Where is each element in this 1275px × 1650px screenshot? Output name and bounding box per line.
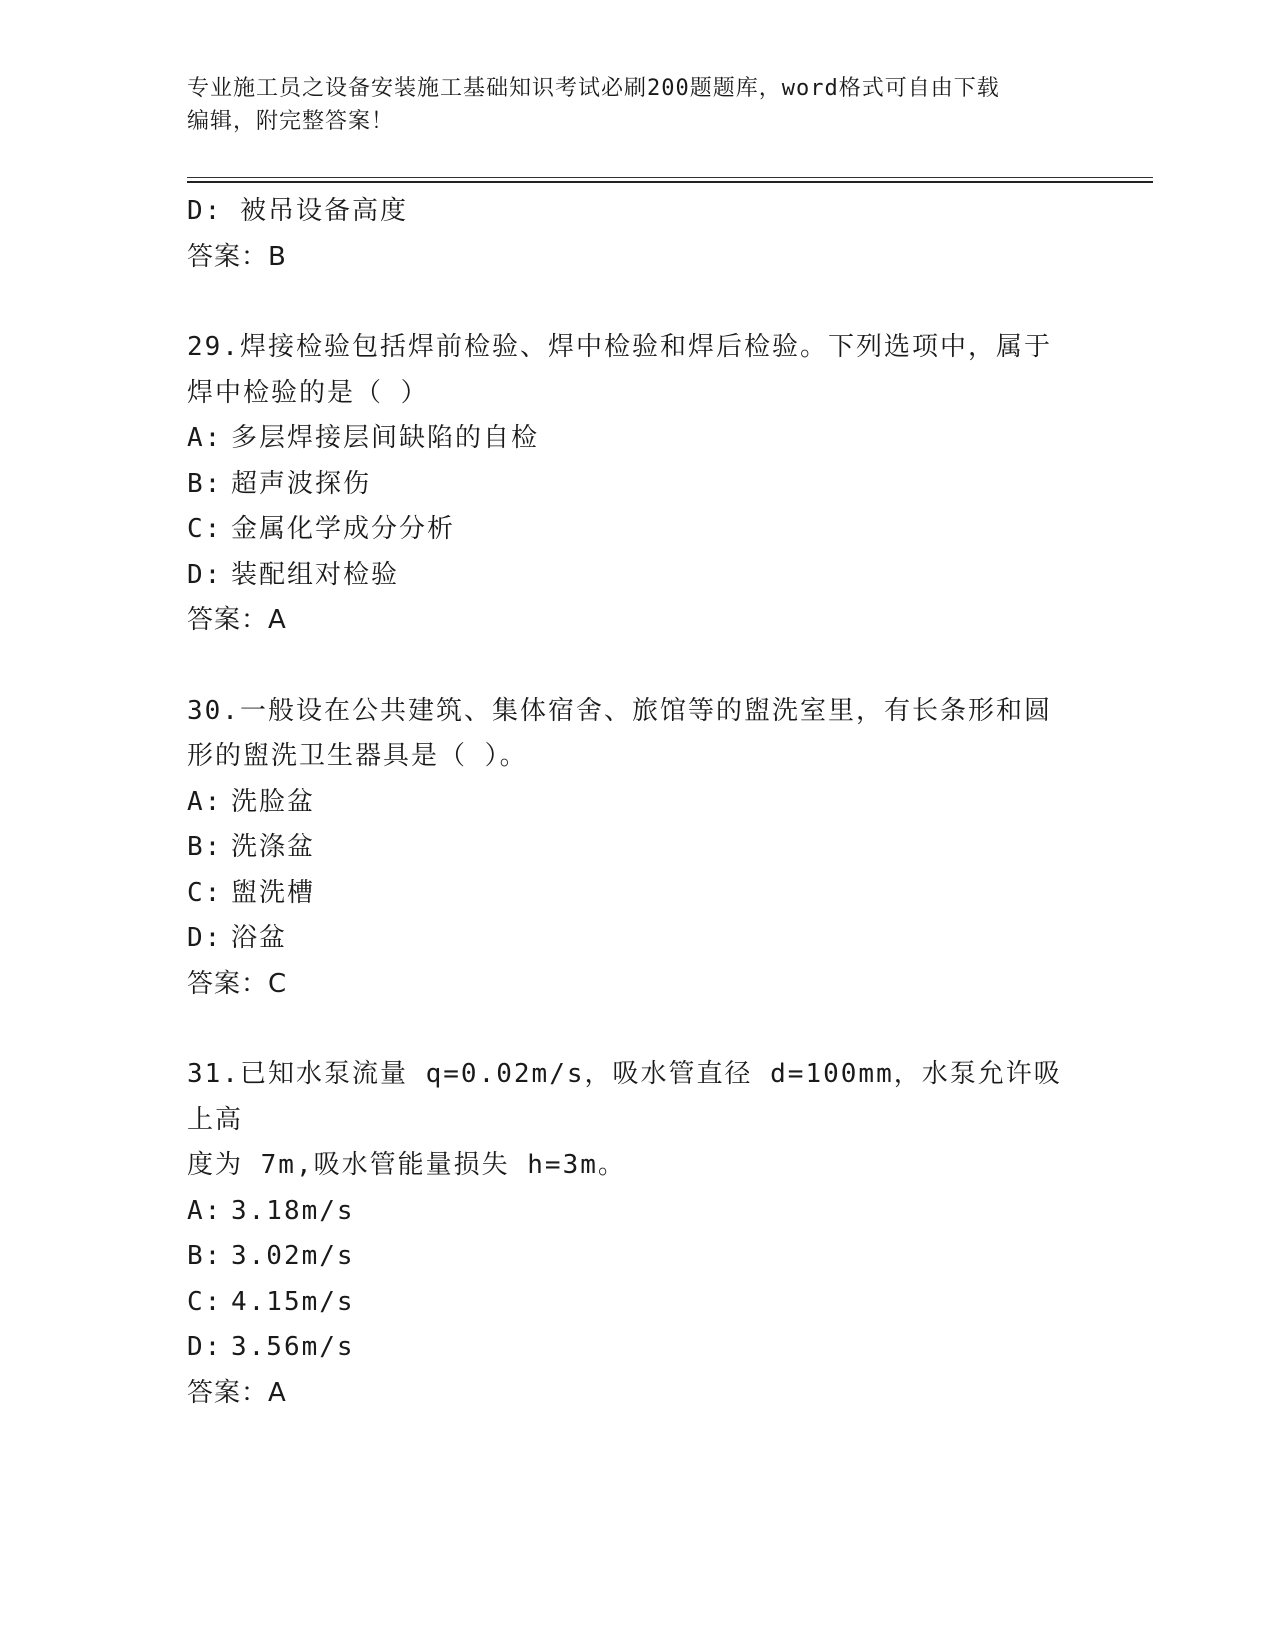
option-text: 多层焊接层间缺陷的自检 — [231, 423, 540, 453]
question-number: 29. — [187, 332, 240, 362]
option-label: A: — [187, 786, 223, 817]
question-stem-text: 一般设在公共建筑、集体宿舍、旅馆等的盥洗室里，有长条形和圆 — [239, 695, 1052, 726]
spacer — [187, 644, 1087, 689]
option-text: 超声波探伤 — [231, 468, 372, 499]
header-line-2: 编辑，附完整答案！ — [187, 109, 395, 134]
option-text: 浴盆 — [231, 923, 288, 953]
option-label: C: — [187, 877, 223, 908]
option-label: C: — [187, 514, 223, 544]
question-number: 31. — [187, 1059, 240, 1089]
document-body — [187, 189, 1087, 1416]
option-d — [187, 553, 1087, 599]
option-text: 3.02m/s — [231, 1241, 355, 1271]
question-stem-text: 已知水泵流量 q=0.02m/s，吸水管直径 d=100mm，水泵允许吸上高 — [187, 1059, 1062, 1135]
option-label: D: — [187, 1332, 223, 1362]
question-answer: 答案：A — [187, 605, 287, 635]
option-label: D: — [187, 923, 223, 953]
option-text: 洗脸盆 — [231, 786, 316, 817]
header-divider-thick — [187, 181, 1153, 183]
carryover-answer: 答案：B — [187, 241, 287, 272]
header-line-1: 专业施工员之设备安装施工基础知识考试必刷200题题库，word格式可自由下载 — [187, 76, 1000, 101]
question-stem-line-2: 度为 7m,吸水管能量损失 h=3m。 — [187, 1150, 626, 1180]
option-c — [187, 871, 1087, 917]
question-29 — [187, 325, 1087, 644]
option-label: D: — [187, 559, 223, 590]
question-answer: 答案：C — [187, 968, 288, 999]
option-b — [187, 1234, 1087, 1280]
question-stem-line-1 — [187, 1052, 1087, 1143]
option-text: 金属化学成分分析 — [231, 514, 456, 544]
question-31 — [187, 1052, 1087, 1416]
option-c — [187, 507, 1087, 553]
question-stem-line-1 — [187, 689, 1087, 735]
document-header — [187, 72, 1067, 138]
option-d — [187, 1325, 1087, 1371]
option-text: 装配组对检验 — [231, 559, 400, 590]
option-a — [187, 1189, 1087, 1235]
option-label: B: — [187, 832, 223, 862]
option-label: B: — [187, 1241, 223, 1271]
question-30 — [187, 689, 1087, 1008]
carryover-option-d: D: 被吊设备高度 — [187, 196, 408, 226]
spacer — [187, 1007, 1087, 1052]
option-text: 3.56m/s — [231, 1332, 355, 1362]
question-answer: 答案：A — [187, 1377, 287, 1408]
header-divider-thin — [187, 177, 1153, 178]
option-text: 盥洗槽 — [231, 877, 316, 908]
option-a — [187, 416, 1087, 462]
question-stem-line-2: 焊中检验的是（ ） — [187, 377, 429, 408]
option-b — [187, 462, 1087, 508]
option-b — [187, 825, 1087, 871]
option-a — [187, 780, 1087, 826]
option-label: A: — [187, 423, 223, 453]
spacer — [187, 280, 1087, 325]
question-stem-line-1 — [187, 325, 1087, 371]
option-label: B: — [187, 468, 223, 499]
question-number: 30. — [187, 695, 240, 726]
option-d — [187, 916, 1087, 962]
option-text: 3.18m/s — [231, 1195, 355, 1226]
option-text: 4.15m/s — [231, 1286, 355, 1317]
option-label: C: — [187, 1286, 223, 1317]
question-stem-line-2: 形的盥洗卫生器具是（ ）。 — [187, 741, 528, 771]
option-c — [187, 1280, 1087, 1326]
option-label: A: — [187, 1195, 223, 1226]
question-stem-text: 焊接检验包括焊前检验、焊中检验和焊后检验。下列选项中，属于 — [239, 332, 1052, 362]
option-text: 洗涤盆 — [231, 832, 316, 862]
